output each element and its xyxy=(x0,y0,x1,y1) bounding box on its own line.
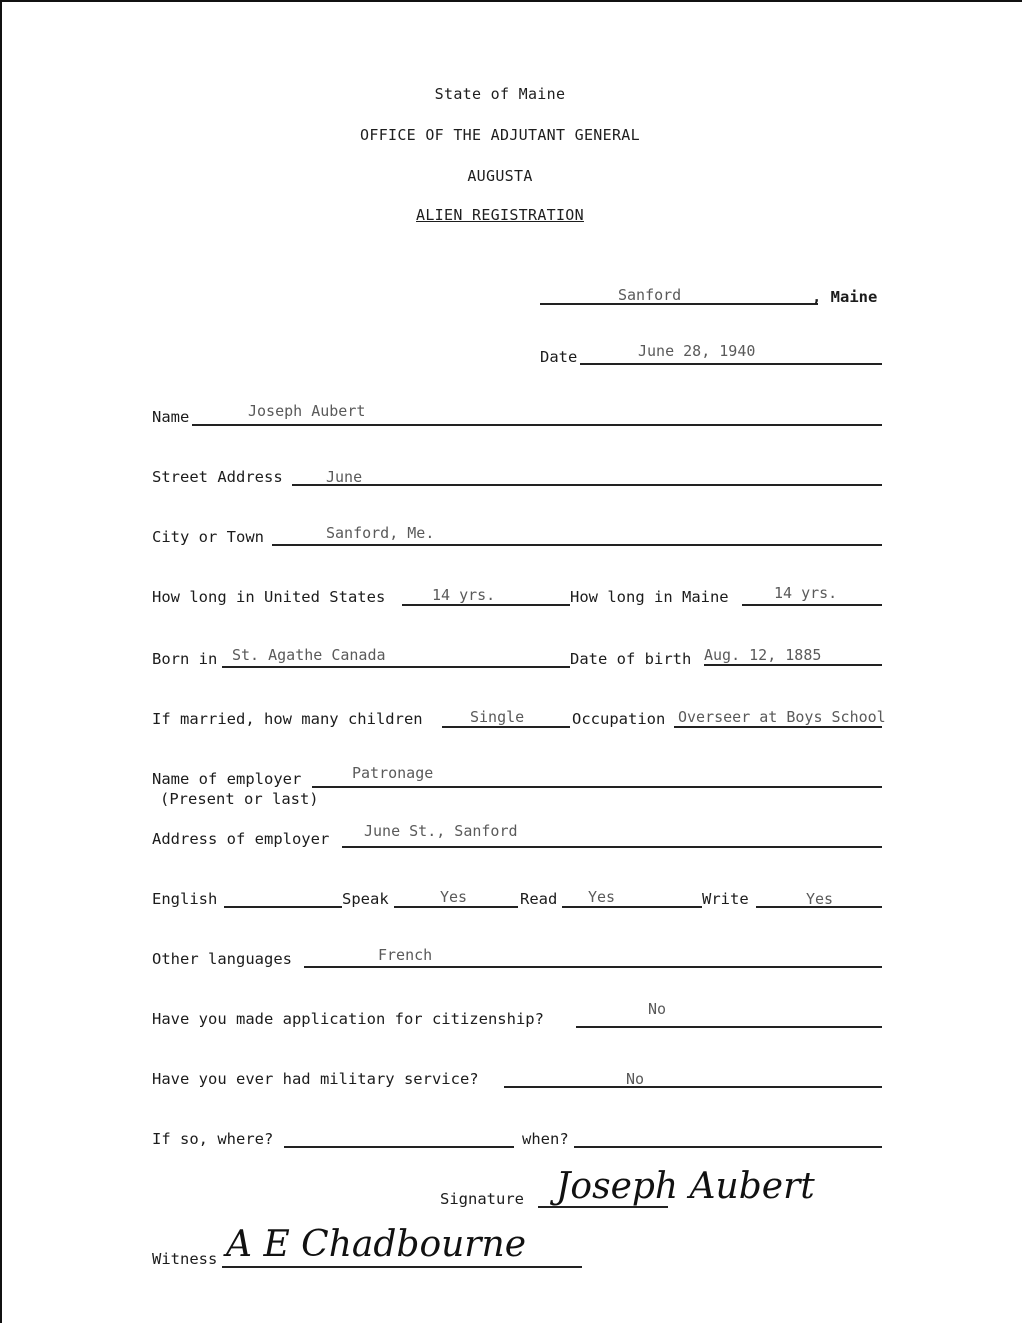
english-line xyxy=(224,906,342,908)
occupation-value: Overseer at Boys School xyxy=(678,708,886,726)
how-long-us-value: 14 yrs. xyxy=(432,586,496,604)
place-line xyxy=(540,303,818,305)
other-languages-line xyxy=(304,966,882,968)
born-in-line xyxy=(222,666,570,668)
children-label: If married, how many children xyxy=(152,710,423,728)
born-in-value: St. Agathe Canada xyxy=(232,646,386,664)
date-line xyxy=(580,363,882,365)
name-label: Name xyxy=(152,408,190,426)
citizenship-label: Have you made application for citizenship? xyxy=(152,1010,544,1028)
read-label: Read xyxy=(520,890,558,908)
date-of-birth-label: Date of birth xyxy=(570,650,692,668)
born-in-label: Born in xyxy=(152,650,218,668)
write-label: Write xyxy=(702,890,749,908)
other-languages-value: French xyxy=(378,946,433,964)
employer-value: Patronage xyxy=(352,764,434,782)
date-value: June 28, 1940 xyxy=(638,342,756,360)
where-line xyxy=(284,1146,514,1148)
military-label: Have you ever had military service? xyxy=(152,1070,479,1088)
date-of-birth-value: Aug. 12, 1885 xyxy=(704,646,822,664)
name-line xyxy=(192,424,882,426)
citizenship-line xyxy=(576,1026,882,1028)
when-line xyxy=(574,1146,882,1148)
speak-label: Speak xyxy=(342,890,389,908)
speak-value: Yes xyxy=(440,888,468,906)
how-long-us-label: How long in United States xyxy=(152,588,386,606)
street-address-line xyxy=(292,484,882,486)
write-line xyxy=(756,906,882,908)
occupation-label: Occupation xyxy=(572,710,666,728)
city-value: Sanford, Me. xyxy=(326,524,435,542)
signature-handwriting: Joseph Aubert xyxy=(556,1166,815,1207)
employer-sublabel: (Present or last) xyxy=(160,790,319,808)
place-state-label: , Maine xyxy=(812,288,878,306)
header-city: AUGUSTA xyxy=(467,167,533,185)
place-town-value: Sanford xyxy=(618,286,682,304)
employer-line xyxy=(312,786,882,788)
how-long-maine-value: 14 yrs. xyxy=(774,584,838,602)
children-value: Single xyxy=(470,708,525,726)
speak-line xyxy=(394,906,518,908)
read-line xyxy=(562,906,702,908)
city-label: City or Town xyxy=(152,528,264,546)
date-of-birth-line xyxy=(704,664,882,666)
employer-label: Name of employer xyxy=(152,770,302,788)
form-title: ALIEN REGISTRATION xyxy=(416,206,584,224)
date-label: Date xyxy=(540,348,578,366)
signature-label: Signature xyxy=(440,1190,524,1208)
how-long-maine-label: How long in Maine xyxy=(570,588,729,606)
name-value: Joseph Aubert xyxy=(248,402,366,420)
citizenship-value: No xyxy=(648,1000,667,1018)
header-state: State of Maine xyxy=(434,85,566,103)
witness-label: Witness xyxy=(152,1250,218,1268)
witness-line xyxy=(222,1266,582,1268)
street-address-value: June xyxy=(326,468,363,486)
english-label: English xyxy=(152,890,218,908)
military-line xyxy=(504,1086,882,1088)
how-long-maine-line xyxy=(742,604,882,606)
employer-address-label: Address of employer xyxy=(152,830,330,848)
header-office: OFFICE OF THE ADJUTANT GENERAL xyxy=(360,126,640,144)
military-value: No xyxy=(626,1070,645,1088)
employer-address-line xyxy=(342,846,882,848)
city-line xyxy=(272,544,882,546)
street-address-label: Street Address xyxy=(152,468,283,486)
children-line xyxy=(442,726,570,728)
other-languages-label: Other languages xyxy=(152,950,292,968)
employer-address-value: June St., Sanford xyxy=(364,822,518,840)
occupation-line xyxy=(674,726,882,728)
read-value: Yes xyxy=(588,888,616,906)
write-value: Yes xyxy=(806,890,834,908)
when-label: when? xyxy=(522,1130,569,1148)
where-label: If so, where? xyxy=(152,1130,274,1148)
witness-handwriting: A E Chadbourne xyxy=(226,1224,527,1265)
how-long-us-line xyxy=(402,604,570,606)
